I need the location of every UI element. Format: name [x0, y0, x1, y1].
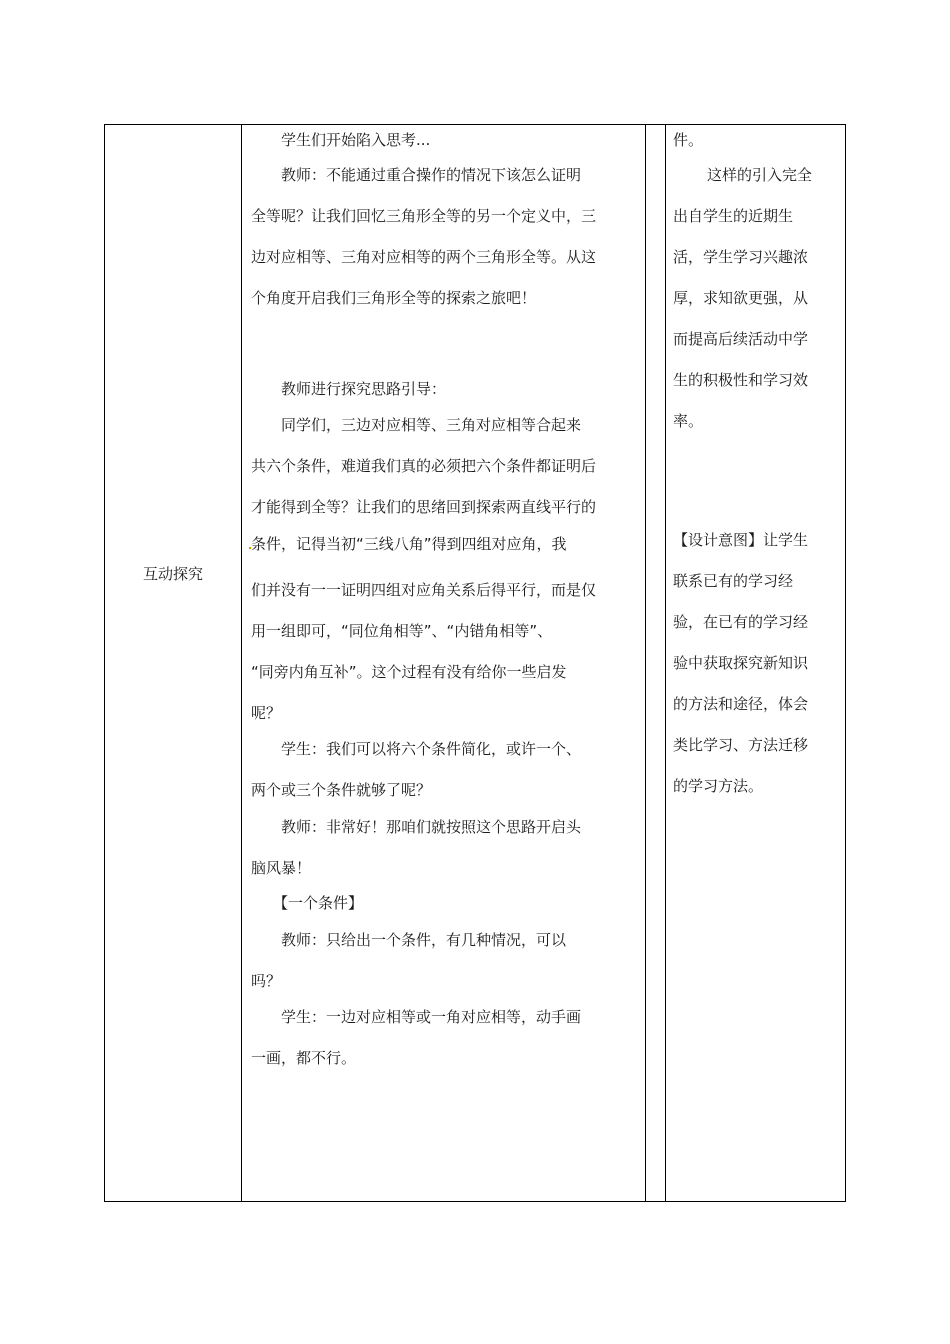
- intent-line: 联系已有的学习经: [673, 572, 794, 590]
- intent-line: 验，在已有的学习经: [673, 613, 809, 631]
- intent-line: 厚，求知欲更强，从: [673, 289, 809, 307]
- content-line: 条件，记得当初“三线八角”得到四组对应角，我: [251, 535, 567, 553]
- intent-line: 验中获取探究新知识: [673, 654, 809, 672]
- content-line: 吗？: [251, 972, 282, 990]
- stage-label: 互动探究: [142, 565, 203, 583]
- intent-line: 这样的引入完全: [707, 166, 813, 184]
- content-line: 共六个条件，难道我们真的必须把六个条件都证明后: [251, 457, 597, 475]
- column-divider-2: [645, 125, 646, 1201]
- content-line: 教师进行探究思路引导：: [281, 380, 447, 398]
- column-divider-3: [665, 125, 666, 1201]
- lesson-plan-table: [104, 124, 846, 1202]
- content-line: 教师：不能通过重合操作的情况下该怎么证明: [281, 166, 582, 184]
- content-line: 一画，都不行。: [251, 1049, 357, 1067]
- content-line: 教师：非常好！那咱们就按照这个思路开启头: [281, 818, 582, 836]
- intent-line: 而提高后续活动中学: [673, 330, 809, 348]
- intent-line: 类比学习、方法迁移: [673, 736, 809, 754]
- content-line: 用一组即可，“同位角相等”、“内错角相等”、: [251, 622, 553, 640]
- content-line: 教师：只给出一个条件，有几种情况，可以: [281, 931, 567, 949]
- content-line: 同学们，三边对应相等、三角对应相等合起来: [281, 416, 582, 434]
- content-line: 才能得到全等？让我们的思绪回到探索两直线平行的: [251, 498, 597, 516]
- column-divider-1: [241, 125, 242, 1201]
- intent-line: 【设计意图】让学生: [673, 531, 809, 549]
- intent-line: 活，学生学习兴趣浓: [673, 248, 809, 266]
- highlight-mark: [249, 547, 251, 549]
- intent-line: 的方法和途径，体会: [673, 695, 809, 713]
- content-line: 全等呢？让我们回忆三角形全等的另一个定义中，三: [251, 207, 597, 225]
- intent-line: 率。: [673, 412, 704, 430]
- content-line: “同旁内角互补”。这个过程有没有给你一些启发: [251, 663, 567, 681]
- content-line: 个角度开启我们三角形全等的探索之旅吧！: [251, 289, 537, 307]
- section-heading: 【一个条件】: [273, 894, 364, 912]
- content-line: 边对应相等、三角对应相等的两个三角形全等。从这: [251, 248, 597, 266]
- content-line: 两个或三个条件就够了呢？: [251, 781, 432, 799]
- intent-line: 出自学生的近期生: [673, 207, 794, 225]
- content-line: 们并没有一一证明四组对应角关系后得平行，而是仅: [251, 581, 597, 599]
- intent-line: 生的积极性和学习效: [673, 371, 809, 389]
- content-line: 呢？: [251, 704, 282, 722]
- intent-line: 件。: [673, 131, 704, 149]
- intent-line: 的学习方法。: [673, 777, 764, 795]
- content-line: 脑风暴！: [251, 859, 312, 877]
- content-line: 学生：我们可以将六个条件简化，或许一个、: [281, 740, 582, 758]
- stage-cell: [105, 125, 241, 1201]
- content-line: 学生：一边对应相等或一角对应相等，动手画: [281, 1008, 582, 1026]
- content-line: 学生们开始陷入思考...: [281, 131, 431, 149]
